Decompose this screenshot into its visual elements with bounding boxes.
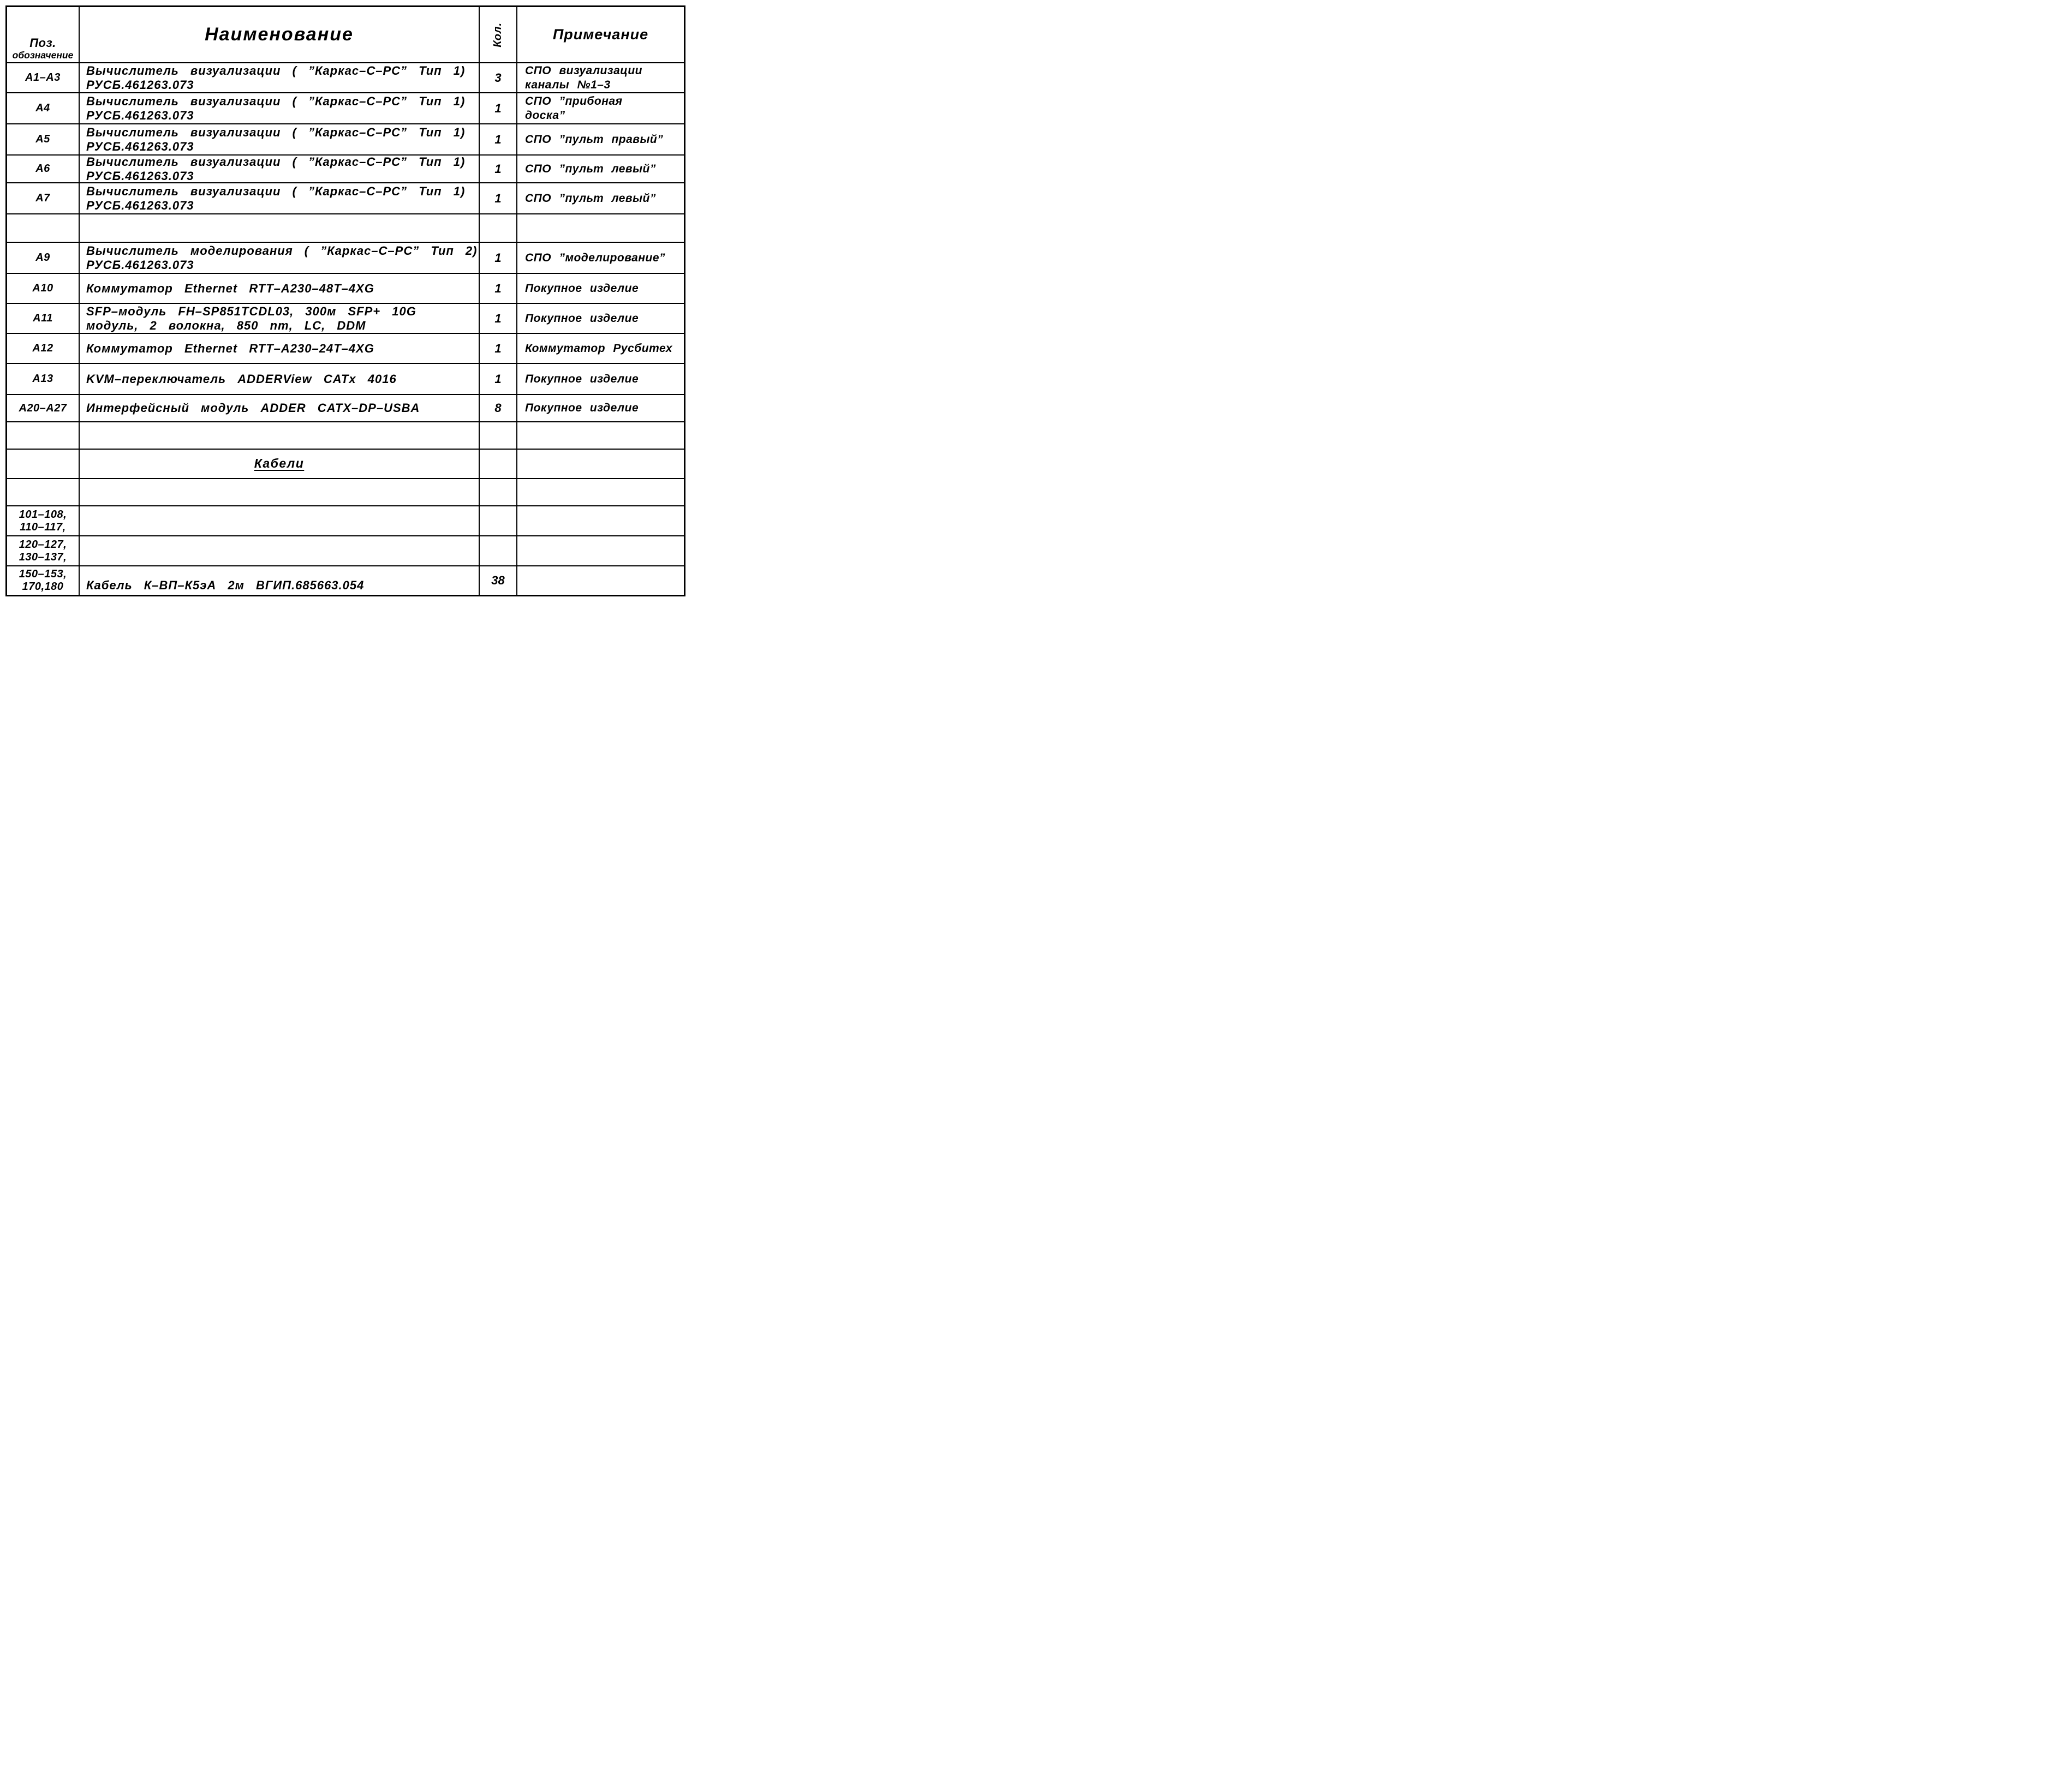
table-row-a9 <box>7 243 684 274</box>
pos-cell <box>7 156 80 182</box>
qty-cell <box>480 124 517 154</box>
name-cell <box>80 214 480 242</box>
pos-cell <box>7 536 80 565</box>
pos-cell <box>7 450 80 478</box>
table-row-a10 <box>7 274 684 304</box>
col-header-qty-label: Кол. <box>492 22 504 47</box>
name-cell <box>80 479 480 505</box>
pos-cell <box>7 422 80 449</box>
name-line2: РУСБ.461263.073 <box>86 139 194 153</box>
qty-value: 1 <box>494 341 502 355</box>
note-line1: СПО визуализации <box>525 64 642 77</box>
pos-line1: 150–153, <box>19 568 67 580</box>
col-header-pos <box>7 7 80 62</box>
name-line1: Вычислитель моделирования ( ”Каркас–С–РС” Тип 2) <box>86 243 478 258</box>
name-line1: Интерфейсный модуль ADDER CATX–DP–USBA <box>86 401 420 415</box>
qty-cell <box>480 334 517 363</box>
pos-cell <box>7 274 80 303</box>
table-row-empty <box>7 214 684 243</box>
pos-value: А1–А3 <box>25 71 61 83</box>
note-line1: СПО ”прибоная <box>525 95 623 108</box>
pos-cell <box>7 479 80 505</box>
pos-line1: 101–108, <box>19 508 67 521</box>
note-line1: СПО ”пульт правый” <box>525 133 664 146</box>
qty-cell <box>480 274 517 303</box>
note-cell <box>517 334 684 363</box>
table-row-a5 <box>7 124 684 156</box>
qty-value: 1 <box>494 132 502 146</box>
table-row-a1-a3 <box>7 63 684 93</box>
pos-line2: 130–137, <box>19 551 67 563</box>
table-row-empty <box>7 422 684 450</box>
qty-value: 1 <box>494 372 502 386</box>
pos-line2: 170,180 <box>22 581 64 593</box>
pos-cell <box>7 124 80 154</box>
name-cell <box>80 304 480 333</box>
col-header-qty <box>480 7 517 62</box>
name-line1: Вычислитель визуализации ( ”Каркас–С–РС” Тип 1) <box>86 94 466 108</box>
qty-value: 1 <box>494 311 502 325</box>
name-line1: Кабель К–ВП–К5эА 2м ВГИП.685663.054 <box>86 578 365 593</box>
note-cell <box>517 93 684 123</box>
name-line1: Коммутатор Ethernet RTT–A230–24T–4XG <box>86 341 374 355</box>
name-line2: РУСБ.461263.073 <box>86 258 194 272</box>
table-row-a20-a27 <box>7 395 684 422</box>
qty-cell <box>480 395 517 421</box>
pos-line1: 120–127, <box>19 538 67 551</box>
pos-cell <box>7 506 80 535</box>
header-row <box>7 7 684 63</box>
note-line2: каналы №1–3 <box>525 78 611 91</box>
pos-value: А9 <box>35 252 50 264</box>
table-row-a12 <box>7 334 684 364</box>
note-cell <box>517 124 684 154</box>
table-row-a6 <box>7 156 684 183</box>
note-line1: Коммутатор Русбитех <box>525 342 673 355</box>
col-header-note <box>517 7 684 62</box>
name-cell <box>80 506 480 535</box>
qty-cell <box>480 243 517 273</box>
qty-value: 38 <box>491 574 505 587</box>
qty-cell <box>480 364 517 394</box>
name-cell <box>80 334 480 363</box>
name-line2: РУСБ.461263.073 <box>86 77 194 92</box>
name-cell <box>80 422 480 449</box>
pos-cell <box>7 214 80 242</box>
name-cell <box>80 566 480 595</box>
col-header-note-label: Примечание <box>552 26 649 43</box>
name-cell <box>80 364 480 394</box>
name-cell <box>80 243 480 273</box>
note-cell <box>517 214 684 242</box>
specification-sheet <box>0 0 688 598</box>
pos-cell <box>7 183 80 213</box>
pos-cell <box>7 243 80 273</box>
pos-cell <box>7 63 80 92</box>
note-line1: СПО ”пульт левый” <box>525 162 656 175</box>
qty-value: 3 <box>494 70 502 85</box>
name-cell <box>80 93 480 123</box>
qty-cell <box>480 479 517 505</box>
name-cell <box>80 124 480 154</box>
note-cell <box>517 536 684 565</box>
pos-cell <box>7 395 80 421</box>
name-cell <box>80 450 480 478</box>
pos-value: А20–А27 <box>19 402 67 414</box>
name-line1: Вычислитель визуализации ( ”Каркас–С–РС” Тип 1) <box>86 125 466 139</box>
spec-table <box>5 5 685 596</box>
cables-section-title: Кабели <box>254 456 305 471</box>
name-line1: SFP–модуль FH–SP851TCDL03, 300м SFP+ 10G <box>86 304 416 318</box>
note-line1: Покупное изделие <box>525 282 639 295</box>
table-row-a13 <box>7 364 684 395</box>
note-cell <box>517 243 684 273</box>
name-line2: РУСБ.461263.073 <box>86 169 194 182</box>
table-row-cables-section <box>7 450 684 479</box>
table-row-a7 <box>7 183 684 214</box>
name-line2: РУСБ.461263.073 <box>86 198 194 212</box>
name-cell <box>80 156 480 182</box>
pos-value: А12 <box>32 342 53 354</box>
note-cell <box>517 450 684 478</box>
qty-cell <box>480 183 517 213</box>
pos-line2: 110–117, <box>20 521 66 533</box>
note-cell <box>517 364 684 394</box>
pos-cell <box>7 566 80 595</box>
note-cell <box>517 566 684 595</box>
qty-value: 8 <box>494 401 502 415</box>
name-cell <box>80 274 480 303</box>
note-cell <box>517 395 684 421</box>
pos-value: А13 <box>32 373 53 385</box>
qty-cell <box>480 536 517 565</box>
qty-cell <box>480 422 517 449</box>
note-line2: доска” <box>525 109 565 122</box>
col-header-pos-line2: обозначение <box>12 49 74 61</box>
note-cell <box>517 422 684 449</box>
col-header-name-label: Наименование <box>205 24 354 45</box>
note-line1: Покупное изделие <box>525 372 639 385</box>
qty-cell <box>480 566 517 595</box>
note-cell <box>517 274 684 303</box>
qty-cell <box>480 156 517 182</box>
qty-cell <box>480 304 517 333</box>
note-cell <box>517 304 684 333</box>
qty-cell <box>480 214 517 242</box>
pos-cell <box>7 364 80 394</box>
name-cell <box>80 395 480 421</box>
table-row-a11 <box>7 304 684 334</box>
name-line1: Вычислитель визуализации ( ”Каркас–С–РС” Тип 1) <box>86 156 466 169</box>
note-line1: СПО ”моделирование” <box>525 251 666 264</box>
note-cell <box>517 63 684 92</box>
col-header-pos-line1: Поз. <box>29 35 56 50</box>
table-row-cables-150-180 <box>7 566 684 595</box>
qty-cell <box>480 506 517 535</box>
table-row-empty <box>7 479 684 506</box>
qty-value: 1 <box>494 191 502 205</box>
qty-value: 1 <box>494 162 502 176</box>
note-cell <box>517 506 684 535</box>
pos-cell <box>7 334 80 363</box>
pos-value: А7 <box>35 192 50 204</box>
qty-cell <box>480 63 517 92</box>
name-line1: Вычислитель визуализации ( ”Каркас–С–РС” Тип 1) <box>86 184 466 198</box>
name-line1: Вычислитель визуализации ( ”Каркас–С–РС” Тип 1) <box>86 63 466 77</box>
name-cell <box>80 183 480 213</box>
pos-value: А5 <box>35 133 50 145</box>
name-line1: Коммутатор Ethernet RTT–A230–48T–4XG <box>86 281 374 295</box>
pos-value: А6 <box>35 163 50 175</box>
pos-value: А4 <box>35 102 50 114</box>
qty-value: 1 <box>494 101 502 115</box>
note-line1: СПО ”пульт левый” <box>525 192 656 205</box>
pos-value: А10 <box>32 282 53 294</box>
note-cell <box>517 156 684 182</box>
qty-value: 1 <box>494 250 502 265</box>
name-cell <box>80 536 480 565</box>
note-line1: Покупное изделие <box>525 402 639 415</box>
qty-value: 1 <box>494 281 502 295</box>
table-row-cables-101-117 <box>7 506 684 536</box>
name-line2: РУСБ.461263.073 <box>86 108 194 122</box>
pos-value: А11 <box>33 312 53 324</box>
pos-cell <box>7 304 80 333</box>
table-row-a4 <box>7 93 684 124</box>
pos-cell <box>7 93 80 123</box>
qty-cell <box>480 93 517 123</box>
note-cell <box>517 479 684 505</box>
note-line1: Покупное изделие <box>525 312 639 325</box>
note-cell <box>517 183 684 213</box>
col-header-name <box>80 7 480 62</box>
table-row-cables-120-137 <box>7 536 684 566</box>
name-line1: KVM–переключатель ADDERView CATx 4016 <box>86 372 397 386</box>
name-cell <box>80 63 480 92</box>
qty-cell <box>480 450 517 478</box>
name-line2: модуль, 2 волокна, 850 nm, LC, DDM <box>86 318 366 332</box>
